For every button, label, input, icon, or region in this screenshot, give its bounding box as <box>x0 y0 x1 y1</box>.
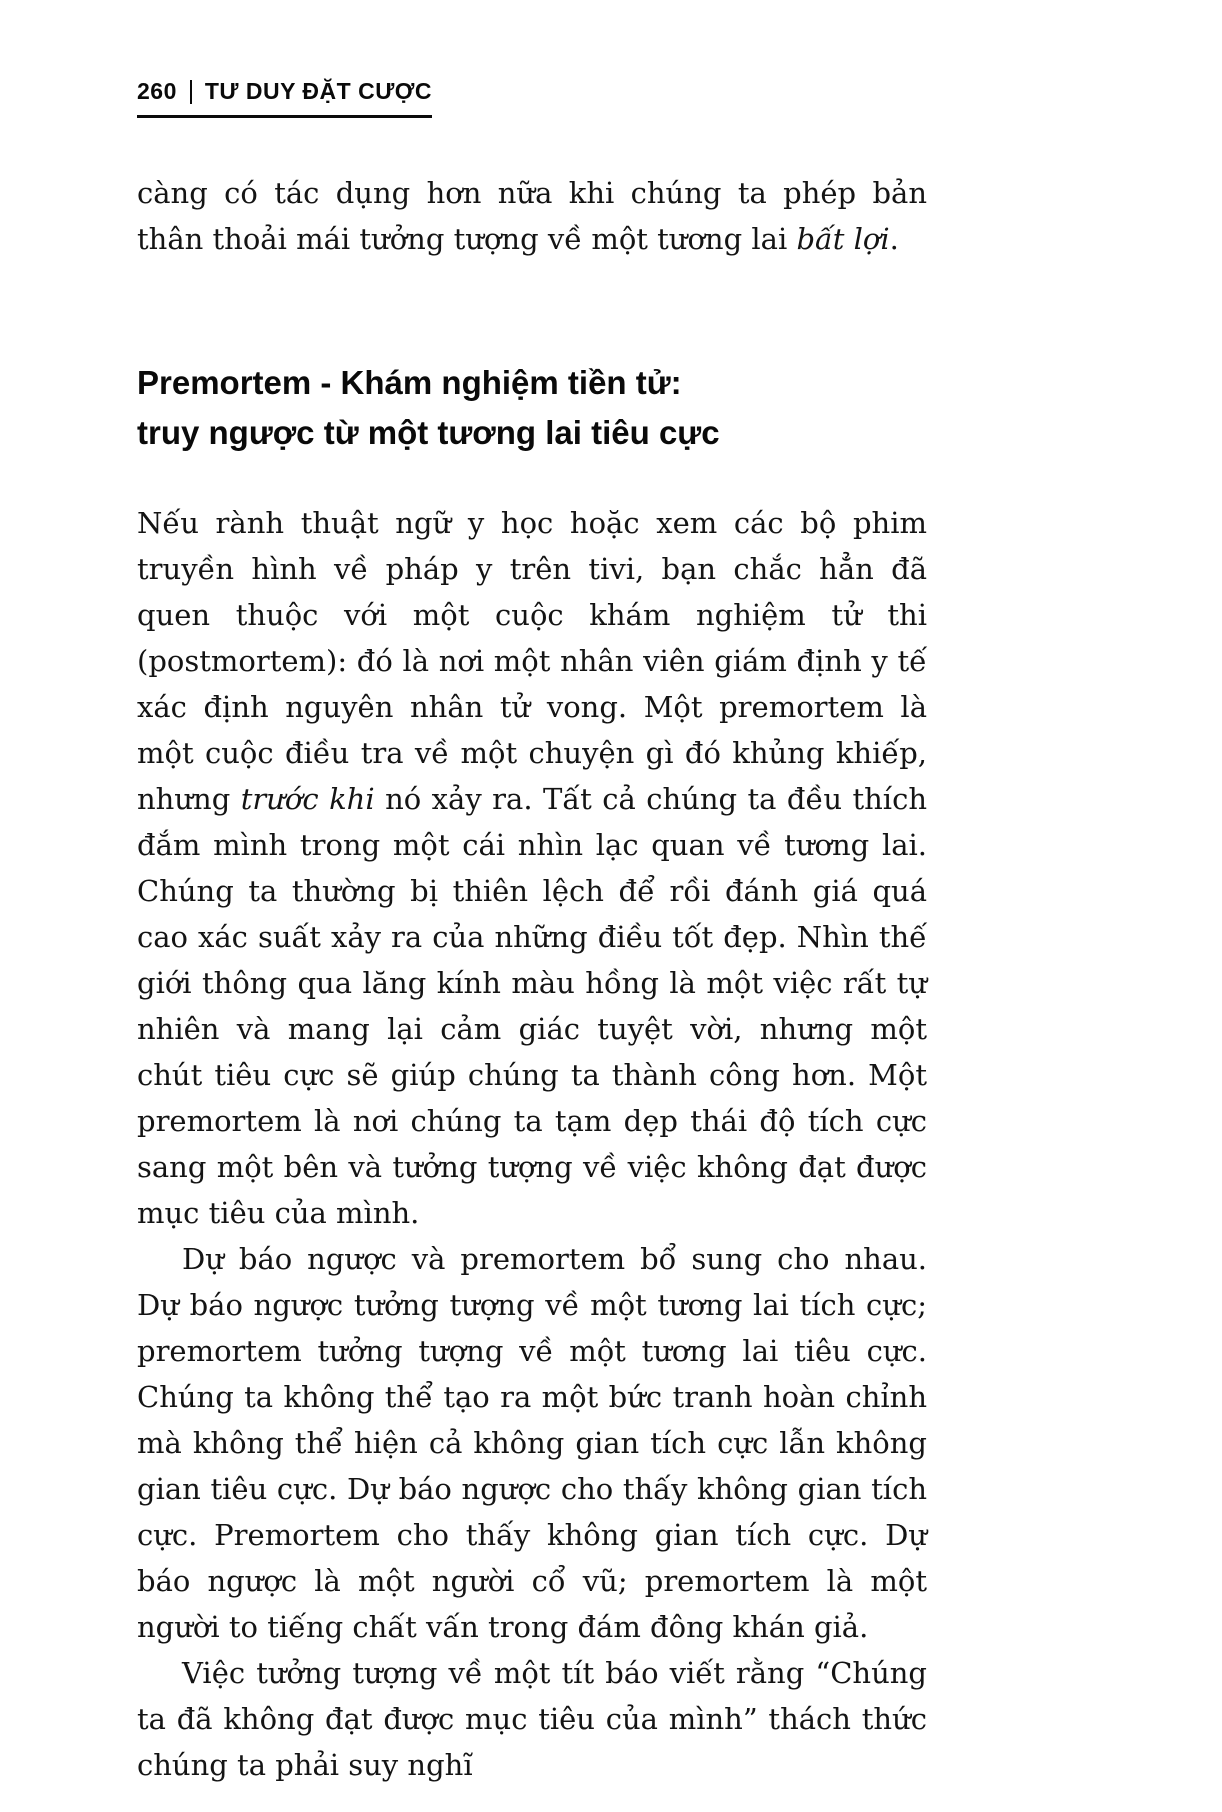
book-title: TƯ DUY ĐẶT CƯỢC <box>204 78 433 104</box>
continuation-text-end: . <box>889 222 899 256</box>
section-heading-line-1: Premortem - Khám nghiệm tiền tử: <box>137 364 682 401</box>
section-heading <box>137 358 927 458</box>
page-header <box>137 78 432 118</box>
paragraph-premortem <box>137 500 927 1236</box>
paragraph-italic: trước khi <box>240 782 375 816</box>
paragraph-text: Nếu rành thuật ngữ y học hoặc xem các bộ phim truyền hình về pháp y trên tivi, bạn chắc hẳn đã quen thuộc với một cuộc khám nghiệm tử thi (postmortem): đó là nơi một nhân viên giám định y tế xác định nguyên nhân tử vong. Một premortem là một cuộc điều tra về một chuyện gì đó khủng khiếp, nhưng <box>137 506 927 816</box>
page-content <box>137 170 927 1788</box>
page-number: 260 <box>137 78 177 104</box>
header-divider <box>190 80 192 104</box>
continuation-italic: bất lợi <box>796 222 890 256</box>
continuation-text: càng có tác dụng hơn nữa khi chúng ta phép bản thân thoải mái tưởng tượng về một tương lai <box>137 176 927 256</box>
paragraph-headline: Việc tưởng tượng về một tít báo viết rằng “Chúng ta đã không đạt được mục tiêu của mình” thách thức chúng ta phải suy nghĩ <box>137 1656 927 1782</box>
section-heading-line-2: truy ngược từ một tương lai tiêu cực <box>137 414 720 451</box>
paragraph-backcast: Dự báo ngược và premortem bổ sung cho nhau. Dự báo ngược tưởng tượng về một tương lai tích cực; premortem tưởng tượng về một tương lai tiêu cực. Chúng ta không thể tạo ra một bức tranh hoàn chỉnh mà không thể hiện cả không gian tích cực lẫn không gian tiêu cực. Dự báo ngược cho thấy không gian tích cực. Premortem cho thấy không gian tích cực. Dự báo ngược là một người cổ vũ; premortem là một người to tiếng chất vấn trong đám đông khán giả. <box>137 1242 927 1644</box>
paragraph-continuation <box>137 170 927 262</box>
paragraph-text-end: nó xảy ra. Tất cả chúng ta đều thích đắm mình trong một cái nhìn lạc quan về tương lai. Chúng ta thường bị thiên lệch để rồi đánh giá quá cao xác suất xảy ra của những điều tốt đẹp. Nhìn thế giới thông qua lăng kính màu hồng là một việc rất tự nhiên và mang lại cảm giác tuyệt vời, nhưng một chút tiêu cực sẽ giúp chúng ta thành công hơn. Một premortem là nơi chúng ta tạm dẹp thái độ tích cực sang một bên và tưởng tượng về việc không đạt được mục tiêu của mình. <box>137 782 927 1230</box>
